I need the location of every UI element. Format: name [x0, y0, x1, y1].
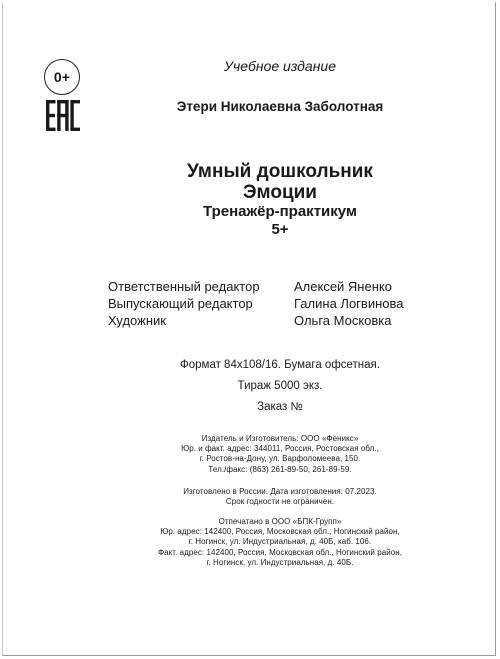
credit-row	[108, 278, 428, 295]
credit-row	[108, 295, 428, 312]
credit-role: Выпускающий редактор	[108, 296, 253, 311]
book-subtitle	[60, 203, 500, 239]
circulation-info: Тираж 5000 экз.	[237, 380, 323, 392]
subtitle-line-2: 5+	[271, 221, 289, 238]
printer-line: г. Ногинск, ул. Индустриальная, д. 40Б, каб. 106.	[188, 537, 372, 547]
manufacture-line: Срок годности не ограничен.	[225, 497, 335, 507]
subtitle-line-1: Тренажёр-практикум	[202, 203, 358, 220]
format-info: Формат 84x108/16. Бумага офсетная.	[180, 359, 380, 371]
credit-role: Художник	[108, 313, 166, 328]
credit-row	[108, 312, 428, 329]
printer-line: Юр. адрес: 142400, Россия, Московская обл., Ногинский район,	[160, 527, 400, 537]
printer-line: Отпечатано в ООО «БПК-Групп»	[218, 517, 342, 526]
title-line-1: Умный дошкольник	[187, 161, 373, 182]
author-name: Этери Николаевна Заболотная	[176, 99, 384, 114]
publisher-line: Издатель и Изготовитель: ООО «Феникс»	[201, 434, 359, 443]
credit-name: Ольга Московка	[294, 313, 392, 328]
publisher-line: г. Ростов-на-Дону, ул. Варфоломеева, 150.	[199, 454, 361, 464]
printer-block	[60, 517, 500, 568]
credit-role: Ответственный редактор	[108, 279, 260, 294]
credit-name: Алексей Яненко	[294, 279, 392, 294]
credit-name: Галина Логвинова	[294, 296, 404, 311]
publisher-line: Тел./факс: (863) 261-89-50, 261-89-59.	[208, 464, 352, 474]
publisher-line: Юр. и факт. адрес: 344011, Россия, Ростовская обл.,	[181, 444, 379, 454]
credits-list	[108, 278, 428, 329]
manufacture-block	[60, 487, 500, 507]
publisher-block	[60, 434, 500, 475]
manufacture-line: Изготовлено в России. Дата изготовления: 07.2023.	[183, 487, 377, 496]
age-rating-badge: 0+	[44, 59, 80, 95]
printer-line: г. Ногинск, ул. Индустриальная, д. 40Б.	[206, 557, 354, 567]
title-line-2: Эмоции	[243, 182, 317, 203]
order-info: Заказ №	[257, 401, 303, 413]
book-title	[60, 161, 500, 203]
printer-line: Факт. адрес: 142400, Россия, Московская обл., Ногинский район,	[158, 547, 402, 557]
edition-label: Учебное издание	[224, 58, 336, 74]
